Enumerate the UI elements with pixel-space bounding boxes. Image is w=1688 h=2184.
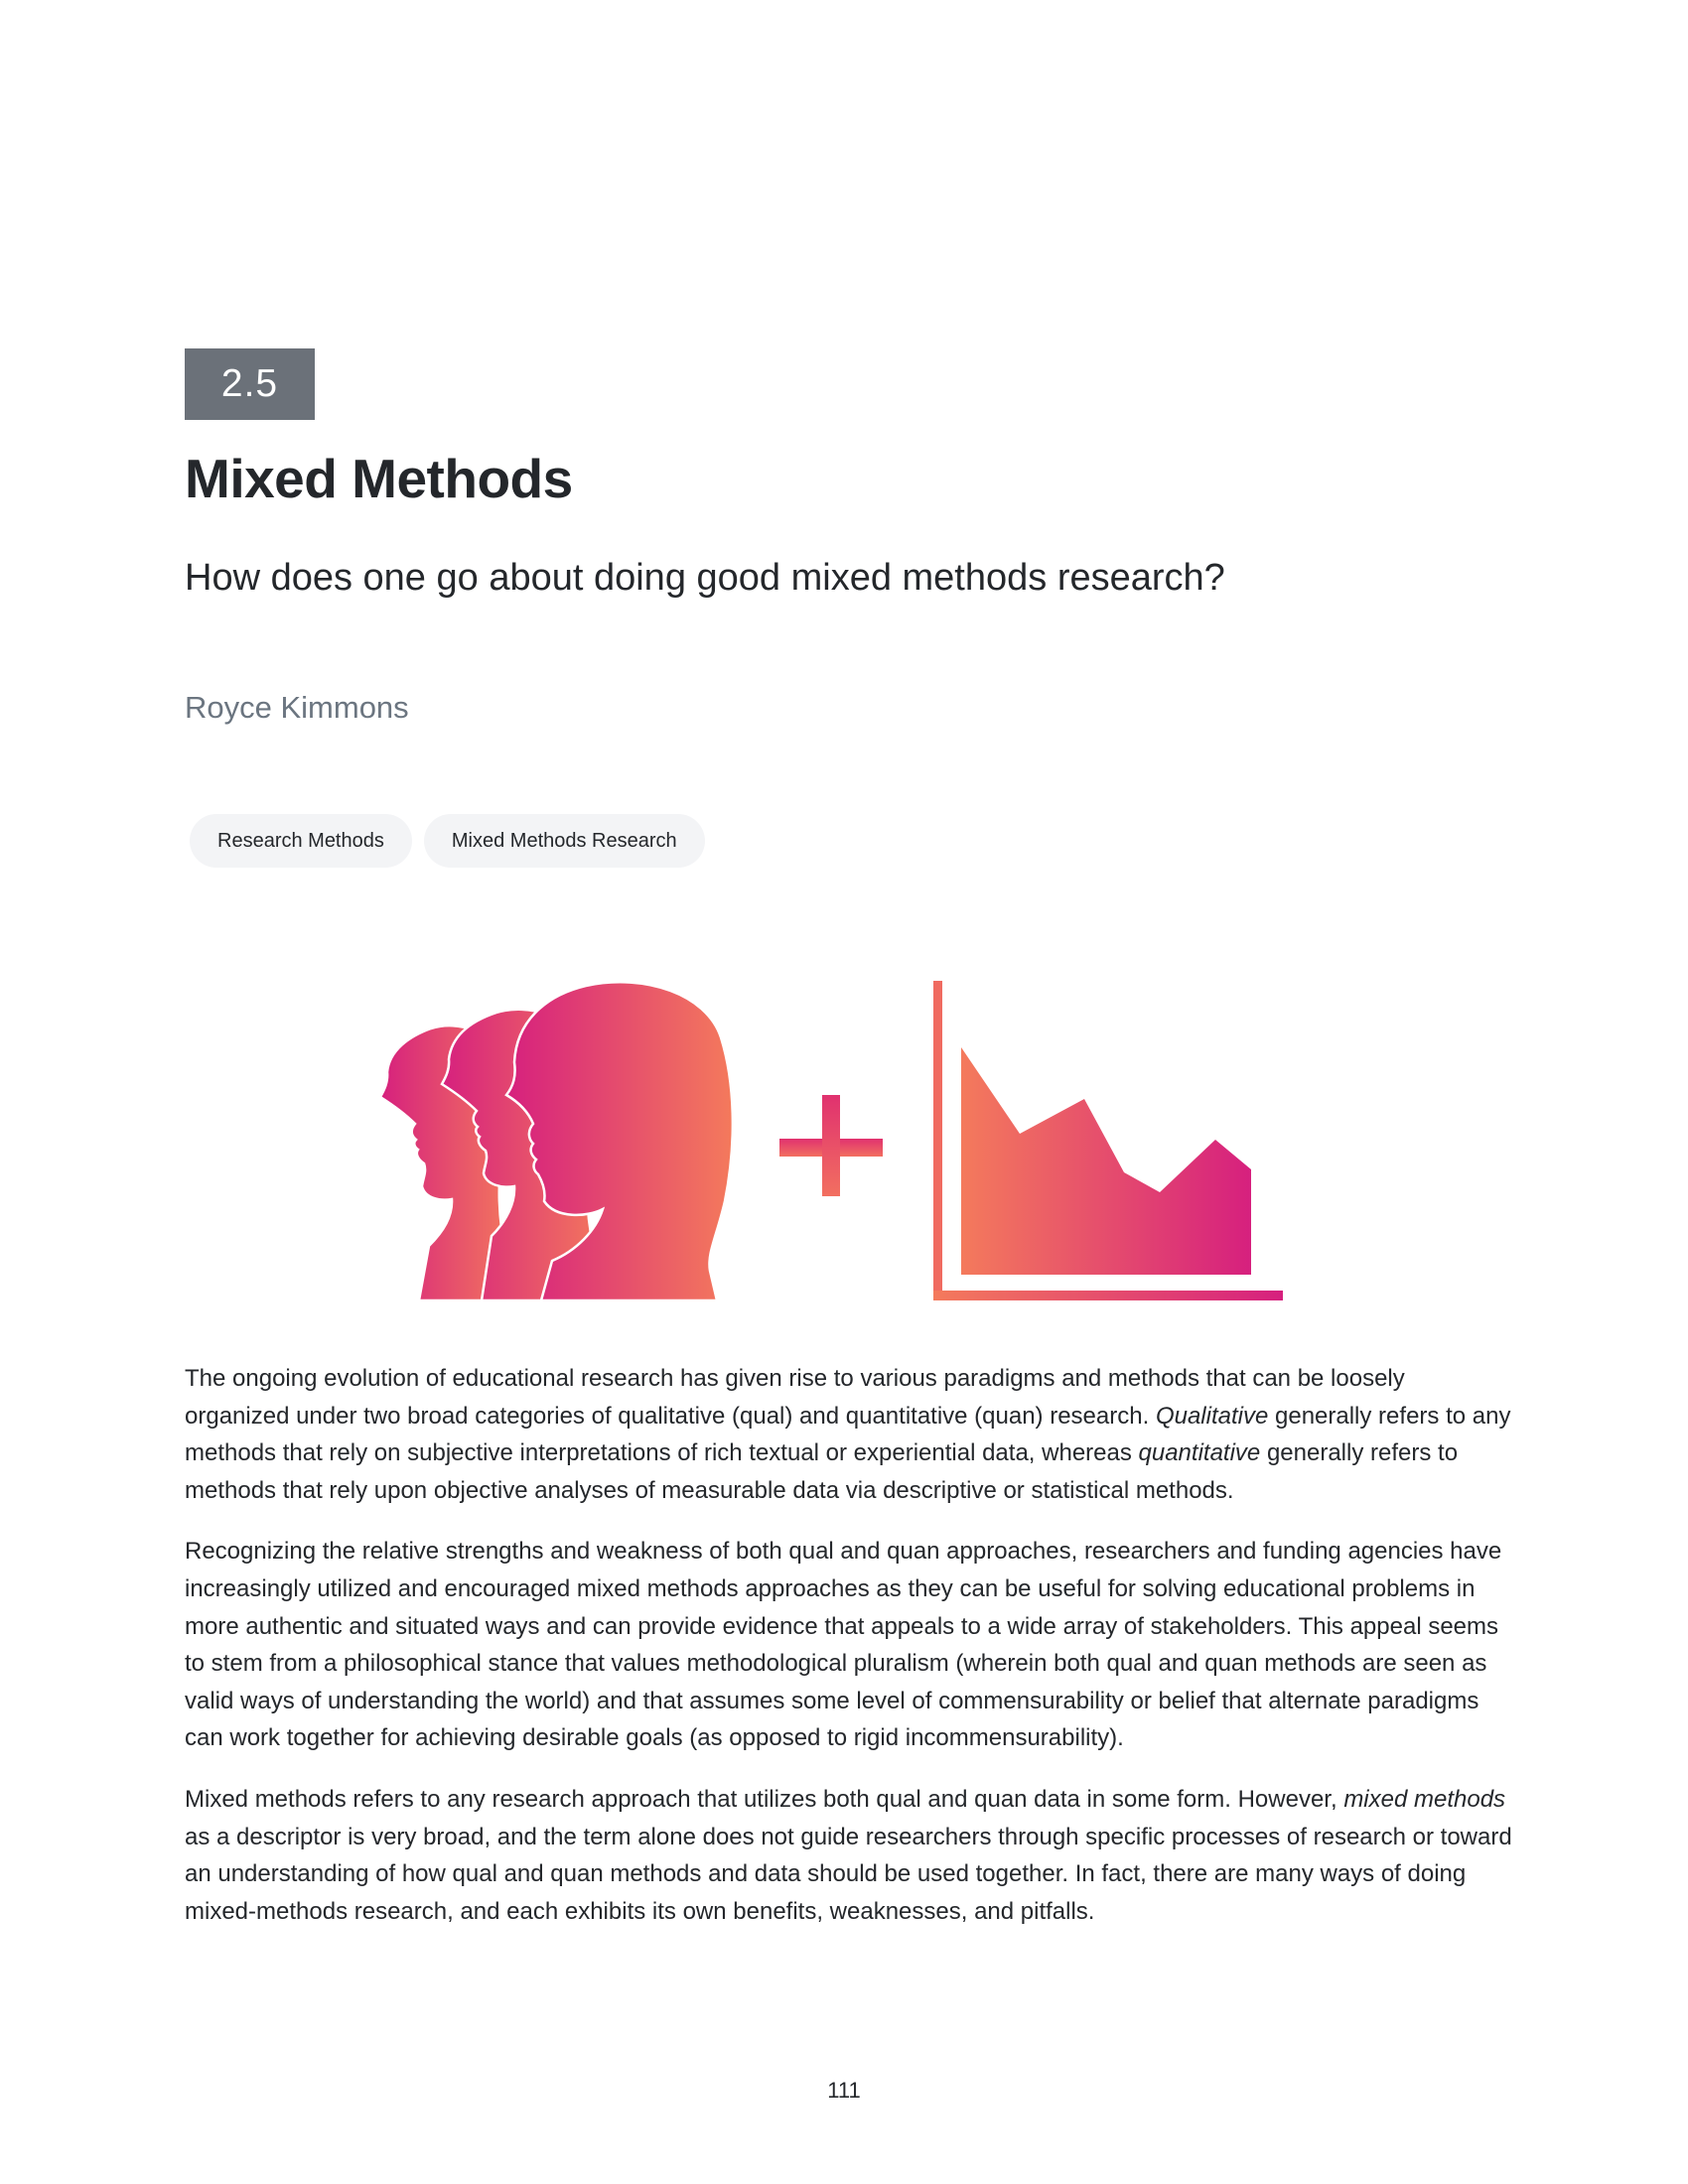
paragraph-text: The ongoing evolution of educational research has given rise to various paradigms and methods that can be loosely organized under two broad categories of qualitative (qual) and quantitative (quan) research. (185, 1365, 1405, 1430)
body-paragraph (185, 1360, 1515, 1509)
body-paragraph (185, 1781, 1515, 1930)
paragraph-text: as a descriptor is very broad, and the term alone does not guide researchers through specific processes of research or toward an understanding of how qual and quan methods and data should be used together. In fact, there are many ways of doing mixed-methods research, and each exhibits its own benefits, weaknesses, and pitfalls. (185, 1823, 1512, 1925)
article-body (185, 1360, 1515, 1954)
paragraph-text: Mixed methods refers to any research approach that utilizes both qual and quan data in some form. However, (185, 1785, 1344, 1813)
emphasis-text: Qualitative (1155, 1402, 1269, 1430)
hero-illustration (375, 978, 1289, 1320)
area-chart-icon (933, 981, 1283, 1300)
emphasis-text: mixed methods (1343, 1785, 1506, 1813)
paragraph-text: generally refers to any methods that rely on subjective interpretations of rich textual or experiential data, whereas (185, 1402, 1511, 1467)
tag-mixed-methods-research[interactable]: Mixed Methods Research (424, 814, 705, 868)
author-name[interactable]: Royce Kimmons (185, 690, 409, 725)
plus-icon (779, 1095, 883, 1196)
page-title: Mixed Methods (185, 448, 573, 509)
tag-list (190, 814, 705, 868)
heads-silhouette-icon (380, 982, 733, 1300)
tag-research-methods[interactable]: Research Methods (190, 814, 412, 868)
page-subtitle: How does one go about doing good mixed methods research? (185, 557, 1225, 599)
paragraph-text: generally refers to methods that rely upon objective analyses of measurable data via descriptive or statistical methods. (185, 1439, 1459, 1504)
page-number: 111 (827, 2078, 861, 2103)
body-paragraph (185, 1533, 1515, 1757)
chapter-number-badge: 2.5 (185, 348, 315, 420)
emphasis-text: quantitative (1138, 1439, 1261, 1467)
paragraph-text: Recognizing the relative strengths and weakness of both qual and quan approaches, researchers and funding agencies have increasingly utilized and encouraged mixed methods approaches as they can be useful for solving educational problems in more authentic and situated ways and can provide evidence that appeals to a wide array of stakeholders. This appeal seems to stem from a philosophical stance that values methodological pluralism (wherein both qual and quan methods are seen as valid ways of understanding the world) and that assumes some level of commensurability or belief that alternate paradigms can work together for achieving desirable goals (as opposed to rigid incommensurability). (185, 1538, 1502, 1752)
